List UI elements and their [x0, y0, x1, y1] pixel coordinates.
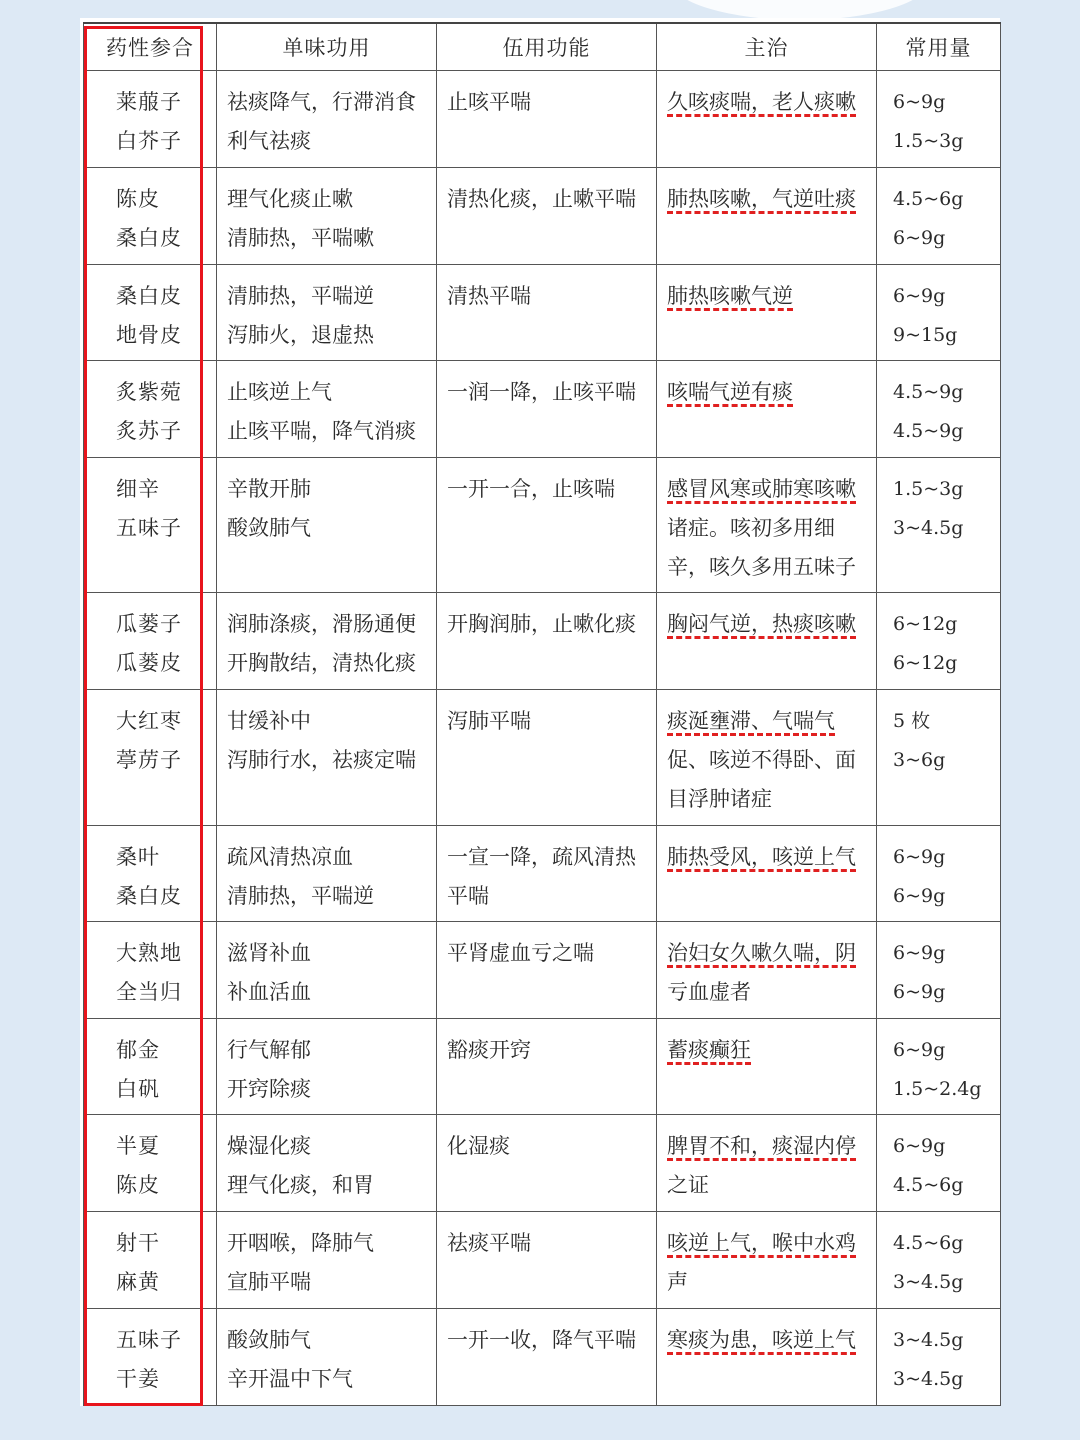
dosage-line: 6~9g — [893, 846, 946, 868]
combined-function-line: 泻肺平喘 — [447, 709, 531, 733]
dosage-line: 3~4.5g — [893, 517, 964, 539]
indication-line: 之证 — [667, 1173, 709, 1197]
single-effect-cell — [217, 458, 437, 593]
combined-function-line: 化湿痰 — [447, 1134, 510, 1158]
document-sheet — [80, 18, 1000, 1406]
combined-function-line: 一润一降，止咳平喘 — [447, 380, 636, 404]
table-row — [84, 922, 1001, 1019]
column-header: 主治 — [657, 23, 877, 71]
table-header-row — [84, 23, 1001, 71]
indication-line — [667, 180, 868, 219]
single-effect-cell — [217, 1115, 437, 1212]
table-row — [84, 1212, 1001, 1309]
dosage-line: 6~9g — [893, 1135, 946, 1157]
indication-line: 辛，咳久多用五味子 — [667, 555, 856, 579]
combined-function-line: 平喘 — [447, 884, 489, 908]
single-effect-line: 宣肺平喘 — [227, 1270, 311, 1294]
indication-line: 诸症。咳初多用细 — [667, 516, 835, 540]
herb-name-cell — [84, 265, 217, 361]
dosage-line: 1.5~3g — [893, 130, 964, 152]
indication-line: 声 — [667, 1270, 688, 1294]
dosage-line: 4.5~6g — [893, 1174, 964, 1196]
herb-name-cell — [84, 1212, 217, 1309]
single-effect-line: 开胸散结，清热化痰 — [227, 651, 416, 675]
indication-cell — [657, 1019, 877, 1115]
table-row — [84, 1309, 1001, 1406]
single-effect-cell — [217, 593, 437, 690]
dosage-cell — [877, 361, 1001, 458]
indication-cell — [657, 361, 877, 458]
herb-name-line: 干姜 — [116, 1367, 160, 1391]
underlined-indication: 寒痰为患，咳逆上气 — [667, 1328, 856, 1352]
indication-line: 促、咳逆不得卧、面 — [667, 748, 856, 772]
indication-cell — [657, 458, 877, 593]
herb-name-line: 麻黄 — [116, 1270, 160, 1294]
indication-line — [667, 1127, 868, 1166]
indication-cell — [657, 690, 877, 826]
indication-line — [667, 838, 868, 877]
single-effect-cell — [217, 168, 437, 265]
dosage-line: 4.5~9g — [893, 420, 964, 442]
background-glow — [670, 0, 930, 20]
table-row — [84, 265, 1001, 361]
indication-cell — [657, 168, 877, 265]
herb-name-line: 全当归 — [116, 980, 182, 1004]
herb-name-cell — [84, 71, 217, 168]
herb-name-line: 陈皮 — [116, 1173, 160, 1197]
combined-function-cell — [437, 1019, 657, 1115]
combined-function-cell — [437, 593, 657, 690]
single-effect-line: 利气祛痰 — [227, 129, 311, 153]
dosage-line: 1.5~2.4g — [893, 1078, 982, 1100]
herb-name-line: 炙紫菀 — [116, 380, 182, 404]
indication-line — [667, 605, 868, 644]
dosage-line: 6~12g — [893, 652, 958, 674]
combined-function-line: 止咳平喘 — [447, 90, 531, 114]
herb-name-line: 射干 — [116, 1231, 160, 1255]
underlined-indication: 咳逆上气，喉中水鸡 — [667, 1231, 856, 1255]
column-header: 常用量 — [877, 23, 1001, 71]
indication-cell — [657, 826, 877, 922]
herb-name-cell — [84, 826, 217, 922]
indication-line — [667, 83, 868, 122]
combined-function-cell — [437, 71, 657, 168]
column-header: 药性参合 — [84, 23, 217, 71]
single-effect-line: 泻肺行水，祛痰定喘 — [227, 748, 416, 772]
dosage-cell — [877, 265, 1001, 361]
single-effect-cell — [217, 922, 437, 1019]
single-effect-line: 清肺热，平喘嗽 — [227, 226, 374, 250]
herb-name-cell — [84, 458, 217, 593]
herb-name-line: 大红枣 — [116, 709, 182, 733]
dosage-line: 3~6g — [893, 749, 946, 771]
dosage-line: 6~9g — [893, 1039, 946, 1061]
dosage-cell — [877, 1019, 1001, 1115]
underlined-indication: 肺热咳嗽气逆 — [667, 284, 793, 308]
dosage-cell — [877, 1309, 1001, 1406]
combined-function-cell — [437, 1212, 657, 1309]
single-effect-line: 开窍除痰 — [227, 1077, 311, 1101]
dosage-line: 6~9g — [893, 285, 946, 307]
combined-function-cell — [437, 265, 657, 361]
combined-function-line: 一宣一降，疏风清热 — [447, 845, 636, 869]
single-effect-line: 酸敛肺气 — [227, 1328, 311, 1352]
single-effect-line: 理气化痰止嗽 — [227, 187, 353, 211]
indication-line — [667, 934, 868, 973]
single-effect-line: 辛开温中下气 — [227, 1367, 353, 1391]
herb-name-line: 半夏 — [116, 1134, 160, 1158]
table-row — [84, 361, 1001, 458]
herb-name-line: 桑白皮 — [116, 284, 182, 308]
herb-name-line: 桑白皮 — [116, 884, 182, 908]
single-effect-line: 止咳平喘，降气消痰 — [227, 419, 416, 443]
combined-function-line: 清热化痰，止嗽平喘 — [447, 187, 636, 211]
dosage-cell — [877, 71, 1001, 168]
single-effect-line: 行气解郁 — [227, 1038, 311, 1062]
single-effect-cell — [217, 1019, 437, 1115]
column-header: 伍用功能 — [437, 23, 657, 71]
single-effect-line: 补血活血 — [227, 980, 311, 1004]
dosage-line: 4.5~6g — [893, 188, 964, 210]
herb-name-line: 白芥子 — [116, 129, 182, 153]
dosage-cell — [877, 458, 1001, 593]
column-header: 单味功用 — [217, 23, 437, 71]
herb-name-line: 莱菔子 — [116, 90, 182, 114]
table-row — [84, 593, 1001, 690]
single-effect-line: 理气化痰，和胃 — [227, 1173, 374, 1197]
combined-function-line: 开胸润肺，止嗽化痰 — [447, 612, 636, 636]
single-effect-line: 祛痰降气，行滞消食 — [227, 90, 416, 114]
indication-line — [667, 470, 868, 509]
indication-line — [667, 1031, 868, 1070]
indication-cell — [657, 1212, 877, 1309]
herb-name-cell — [84, 168, 217, 265]
herb-name-line: 五味子 — [116, 516, 182, 540]
combined-function-cell — [437, 826, 657, 922]
combined-function-cell — [437, 1309, 657, 1406]
herb-name-cell — [84, 1115, 217, 1212]
dosage-cell — [877, 168, 1001, 265]
single-effect-cell — [217, 690, 437, 826]
single-effect-cell — [217, 826, 437, 922]
herb-name-cell — [84, 690, 217, 826]
indication-cell — [657, 593, 877, 690]
herb-pair-table — [83, 22, 1001, 1406]
combined-function-cell — [437, 458, 657, 593]
herb-name-line: 瓜蒌皮 — [116, 651, 182, 675]
indication-line: 目浮肿诸症 — [667, 787, 772, 811]
dosage-cell — [877, 690, 1001, 826]
underlined-indication: 肺热受风，咳逆上气 — [667, 845, 856, 869]
combined-function-cell — [437, 361, 657, 458]
dosage-cell — [877, 922, 1001, 1019]
combined-function-line: 清热平喘 — [447, 284, 531, 308]
single-effect-cell — [217, 71, 437, 168]
herb-name-line: 细辛 — [116, 477, 160, 501]
dosage-cell — [877, 593, 1001, 690]
underlined-indication: 痰涎壅滞、气喘气 — [667, 709, 835, 733]
underlined-indication: 久咳痰喘，老人痰嗽 — [667, 90, 856, 114]
herb-name-cell — [84, 1309, 217, 1406]
herb-name-cell — [84, 1019, 217, 1115]
indication-line: 亏血虚者 — [667, 980, 751, 1004]
indication-cell — [657, 1309, 877, 1406]
single-effect-line: 滋肾补血 — [227, 941, 311, 965]
table-row — [84, 1115, 1001, 1212]
combined-function-line: 豁痰开窍 — [447, 1038, 531, 1062]
table-row — [84, 458, 1001, 593]
indication-cell — [657, 922, 877, 1019]
dosage-line: 4.5~6g — [893, 1232, 964, 1254]
single-effect-line: 开咽喉，降肺气 — [227, 1231, 374, 1255]
single-effect-line: 甘缓补中 — [227, 709, 311, 733]
herb-name-line: 瓜蒌子 — [116, 612, 182, 636]
combined-function-line: 祛痰平喘 — [447, 1231, 531, 1255]
indication-cell — [657, 265, 877, 361]
herb-name-cell — [84, 593, 217, 690]
combined-function-cell — [437, 1115, 657, 1212]
single-effect-cell — [217, 1309, 437, 1406]
herb-name-line: 大熟地 — [116, 941, 182, 965]
indication-line — [667, 702, 868, 741]
table-row — [84, 168, 1001, 265]
indication-line — [667, 1321, 868, 1360]
single-effect-line: 酸敛肺气 — [227, 516, 311, 540]
dosage-cell — [877, 826, 1001, 922]
single-effect-line: 辛散开肺 — [227, 477, 311, 501]
herb-name-cell — [84, 922, 217, 1019]
herb-name-line: 桑叶 — [116, 845, 160, 869]
herb-name-line: 葶苈子 — [116, 748, 182, 772]
single-effect-line: 燥湿化痰 — [227, 1134, 311, 1158]
table-row — [84, 1019, 1001, 1115]
underlined-indication: 咳喘气逆有痰 — [667, 380, 793, 404]
single-effect-line: 清肺热，平喘逆 — [227, 284, 374, 308]
combined-function-cell — [437, 168, 657, 265]
herb-name-line: 桑白皮 — [116, 226, 182, 250]
indication-line — [667, 373, 868, 412]
dosage-line: 3~4.5g — [893, 1329, 964, 1351]
dosage-line: 5 枚 — [893, 710, 931, 732]
underlined-indication: 肺热咳嗽，气逆吐痰 — [667, 187, 856, 211]
combined-function-line: 平肾虚血亏之喘 — [447, 941, 594, 965]
single-effect-line: 清肺热，平喘逆 — [227, 884, 374, 908]
combined-function-line: 一开一合，止咳喘 — [447, 477, 615, 501]
dosage-line: 6~9g — [893, 942, 946, 964]
herb-name-cell — [84, 361, 217, 458]
single-effect-line: 疏风清热凉血 — [227, 845, 353, 869]
dosage-line: 1.5~3g — [893, 478, 964, 500]
single-effect-cell — [217, 1212, 437, 1309]
underlined-indication: 感冒风寒或肺寒咳嗽 — [667, 477, 856, 501]
indication-cell — [657, 1115, 877, 1212]
dosage-cell — [877, 1212, 1001, 1309]
dosage-line: 3~4.5g — [893, 1271, 964, 1293]
herb-name-line: 白矾 — [116, 1077, 160, 1101]
table-row — [84, 71, 1001, 168]
herb-name-line: 炙苏子 — [116, 419, 182, 443]
underlined-indication: 胸闷气逆，热痰咳嗽 — [667, 612, 856, 636]
single-effect-cell — [217, 361, 437, 458]
herb-name-line: 地骨皮 — [116, 323, 182, 347]
dosage-line: 6~9g — [893, 227, 946, 249]
dosage-line: 6~9g — [893, 885, 946, 907]
dosage-line: 6~9g — [893, 981, 946, 1003]
indication-cell — [657, 71, 877, 168]
herb-name-line: 郁金 — [116, 1038, 160, 1062]
table-row — [84, 690, 1001, 826]
underlined-indication: 治妇女久嗽久喘，阴 — [667, 941, 856, 965]
table-row — [84, 826, 1001, 922]
single-effect-line: 泻肺火，退虚热 — [227, 323, 374, 347]
herb-name-line: 五味子 — [116, 1328, 182, 1352]
indication-line — [667, 1224, 868, 1263]
underlined-indication: 蓄痰癫狂 — [667, 1038, 751, 1062]
dosage-line: 9~15g — [893, 324, 958, 346]
dosage-line: 3~4.5g — [893, 1368, 964, 1390]
indication-line — [667, 277, 868, 316]
single-effect-cell — [217, 265, 437, 361]
combined-function-line: 一开一收，降气平喘 — [447, 1328, 636, 1352]
dosage-line: 6~9g — [893, 91, 946, 113]
dosage-cell — [877, 1115, 1001, 1212]
single-effect-line: 止咳逆上气 — [227, 380, 332, 404]
herb-name-line: 陈皮 — [116, 187, 160, 211]
combined-function-cell — [437, 690, 657, 826]
dosage-line: 4.5~9g — [893, 381, 964, 403]
dosage-line: 6~12g — [893, 613, 958, 635]
combined-function-cell — [437, 922, 657, 1019]
underlined-indication: 脾胃不和，痰湿内停 — [667, 1134, 856, 1158]
single-effect-line: 润肺涤痰，滑肠通便 — [227, 612, 416, 636]
